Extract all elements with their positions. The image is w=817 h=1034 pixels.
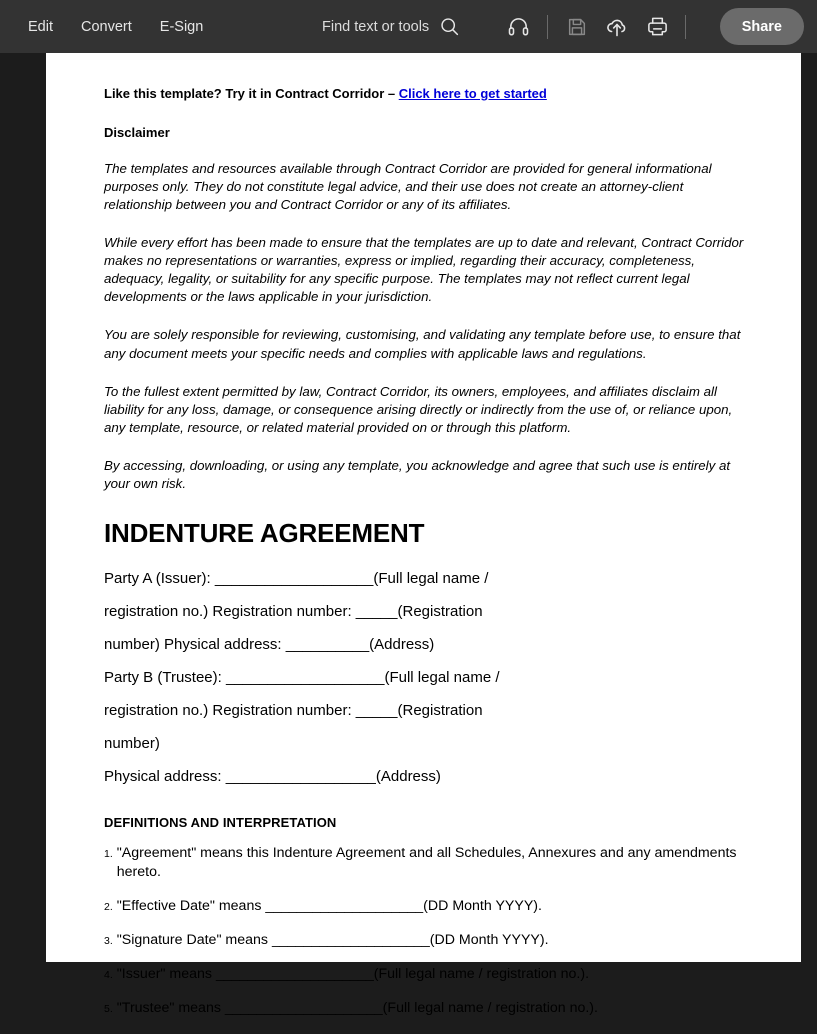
search-icon bbox=[439, 16, 460, 37]
list-item-number: 4. bbox=[104, 969, 113, 982]
party-line: registration no.) Registration number: _____(Registration bbox=[104, 701, 483, 719]
party-line: number) Physical address: __________(Address) bbox=[104, 635, 435, 653]
party-line: number) bbox=[104, 734, 160, 752]
search-tools-button[interactable] bbox=[322, 16, 460, 37]
party-line: Party A (Issuer): ___________________(Full legal name / bbox=[104, 569, 489, 587]
headphones-icon bbox=[507, 15, 530, 38]
list-item-number: 3. bbox=[104, 935, 113, 948]
list-item bbox=[104, 931, 752, 950]
toolbar-icon-group bbox=[498, 7, 692, 47]
disclaimer-paragraph: You are solely responsible for reviewing, customising, and validating any template before use, to ensure that any document meets your specific needs and complies with applicable laws and regulations. bbox=[104, 327, 741, 361]
print-icon-button[interactable] bbox=[637, 7, 677, 47]
parties-block bbox=[104, 562, 752, 793]
share-button[interactable]: Share bbox=[720, 8, 804, 45]
disclaimer-heading: Disclaimer bbox=[104, 124, 170, 140]
disclaimer-paragraph: While every effort has been made to ensure that the templates are up to date and relevant, Contract Corridor makes no representations or warranties, express or implied, regarding their accuracy, completeness, adequacy, legality, or suitability for any specific purpose. The templates may not reflect current legal developments or the laws applicable in your jurisdiction. bbox=[104, 235, 744, 305]
disclaimer-paragraph: The templates and resources available through Contract Corridor are provided for general informational purposes only. They do not constitute legal advice, and their use does not create an attorney-client relationship between you and Contract Corridor or any of its affiliates. bbox=[104, 160, 712, 213]
list-item-number: 5. bbox=[104, 1003, 113, 1016]
page-content bbox=[104, 86, 752, 1034]
definitions-heading: DEFINITIONS AND INTERPRETATION bbox=[104, 814, 337, 830]
toolbar-divider-2 bbox=[685, 15, 686, 39]
cloud-upload-icon-button[interactable] bbox=[597, 7, 637, 47]
list-item-text: "Signature Date" means ____________________(DD Month YYYY). bbox=[116, 932, 549, 949]
list-item-text: "Effective Date" means ____________________(DD Month YYYY). bbox=[116, 897, 542, 914]
menu-item-convert[interactable]: Convert bbox=[81, 18, 132, 35]
search-label: Find text or tools bbox=[322, 18, 430, 35]
list-item bbox=[104, 897, 752, 916]
toolbar-divider-1 bbox=[547, 15, 548, 39]
menu-item-edit[interactable]: Edit bbox=[28, 18, 53, 35]
disclaimer-paragraph: By accessing, downloading, or using any template, you acknowledge and agree that such use is entirely at your own risk. bbox=[104, 457, 731, 491]
print-icon bbox=[646, 15, 669, 38]
promo-banner bbox=[104, 86, 752, 103]
menu-bar bbox=[14, 13, 217, 41]
list-item-text: "Issuer" means ____________________(Full legal name / registration no.). bbox=[116, 966, 590, 983]
list-item bbox=[104, 844, 752, 882]
party-line: Physical address: __________________(Address) bbox=[104, 767, 441, 785]
list-item bbox=[104, 999, 752, 1018]
menu-item-esign[interactable]: E-Sign bbox=[159, 18, 204, 35]
disclaimer-paragraph: To the fullest extent permitted by law, Contract Corridor, its owners, employees, and affiliates disclaim all liability for any loss, damage, or consequence arising directly or indirectly from the use of, or reliance upon, any template, resource, or related material provided on or through this platform. bbox=[104, 383, 733, 435]
pdf-viewer bbox=[0, 53, 817, 1017]
promo-text: Like this template? Try it in Contract Corridor – bbox=[104, 86, 399, 101]
headphones-icon-button[interactable] bbox=[498, 7, 538, 47]
party-line: registration no.) Registration number: _____(Registration bbox=[104, 602, 483, 620]
list-item-text: "Agreement" means this Indenture Agreement and all Schedules, Annexures and any amendments hereto. bbox=[116, 844, 737, 880]
get-started-link[interactable]: Click here to get started bbox=[398, 86, 547, 101]
page-title: INDENTURE AGREEMENT bbox=[104, 517, 425, 548]
top-toolbar bbox=[0, 0, 817, 53]
list-item-number: 1. bbox=[104, 847, 113, 860]
list-item-text: "Trustee" means ____________________(Full legal name / registration no.). bbox=[116, 1000, 598, 1017]
list-item bbox=[104, 965, 752, 984]
party-line: Party B (Trustee): ___________________(Full legal name / bbox=[104, 668, 500, 686]
document-page bbox=[46, 53, 801, 1017]
cloud-upload-icon bbox=[605, 15, 629, 39]
save-icon bbox=[566, 16, 588, 38]
list-item-number: 2. bbox=[104, 900, 113, 913]
save-icon-button[interactable] bbox=[557, 7, 597, 47]
